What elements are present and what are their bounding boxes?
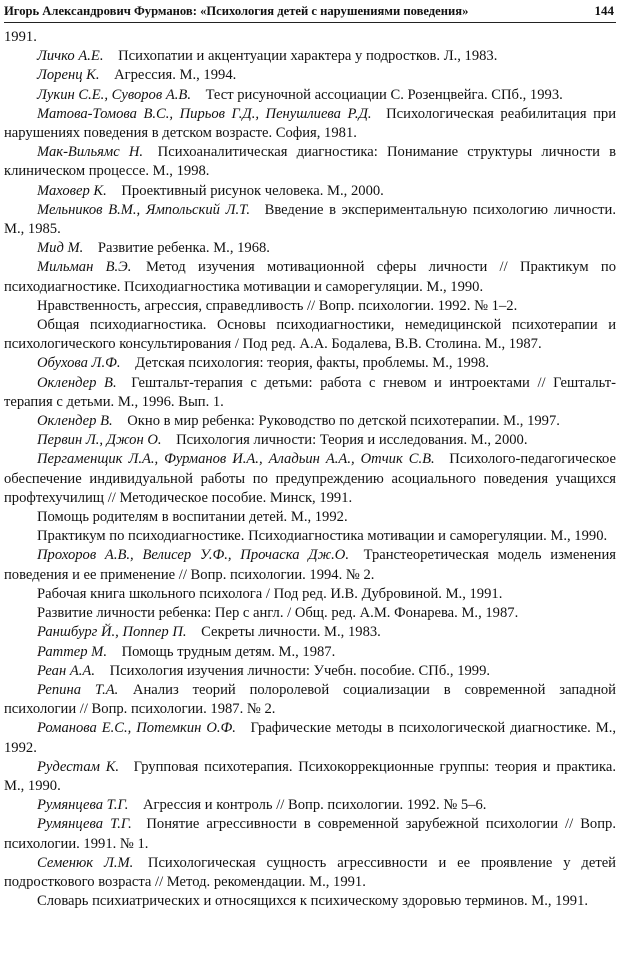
entry-authors: Матова-Томова В.С., Пирьов Г.Д., Пенушлиева Р.Д. (37, 105, 372, 122)
entry-authors: Прохоров А.В., Велисер У.Ф., Прочаска Дж.О. (37, 547, 349, 564)
bibliography-entry (4, 508, 616, 527)
entry-text: Введение в экспериментальную психологию личности. М., 1985. (4, 201, 616, 238)
entry-text: Рабочая книга школьного психолога / Под ред. И.В. Дубровиной. М., 1991. (37, 585, 503, 602)
bibliography-entries (4, 47, 616, 911)
entry-text: Групповая психотерапия. Психокоррекционные группы: теория и практика. М., 1990. (4, 758, 616, 794)
bibliography-entry (4, 892, 616, 911)
bibliography-entry (4, 758, 616, 796)
entry-text: Анализ теорий полоролевой социализации в современной западной психологии // Вопр. психологии. 1987. № 2. (4, 681, 616, 718)
entry-authors: Лукин С.Е., Суворов А.В. (37, 86, 191, 103)
bibliography-entry (4, 239, 616, 258)
entry-authors: Оклендер В. (37, 374, 117, 391)
entry-text: Тест рисуночной ассоциации С. Розенцвейга. СПб., 1993. (205, 86, 563, 103)
entry-authors: Раншбург Й., Поппер П. (37, 624, 187, 641)
bibliography-entry (4, 66, 616, 85)
entry-text: Психолого-педагогическое обеспечение индивидуальной работы по предупреждению асоциального поведения учащихся профтехучилищ // Методическое пособие. Минск, 1991. (4, 451, 616, 506)
entry-text: Детская психология: теория, факты, проблемы. М., 1998. (135, 355, 490, 372)
entry-text: Помощь родителям в воспитании детей. М., 1992. (37, 509, 348, 526)
entry-authors: Оклендер В. (37, 413, 113, 430)
page-header (4, 0, 616, 23)
bibliography-entry (4, 47, 616, 66)
entry-text: Развитие личности ребенка: Пер с англ. / Общ. ред. А.М. Фонарева. М., 1987. (37, 605, 519, 622)
entry-authors: Мак-Вильямс Н. (37, 144, 144, 161)
running-title: Игорь Александрович Фурманов: «Психология детей с нарушениями поведения» (4, 4, 469, 18)
bibliography-entry (4, 604, 616, 623)
entry-authors: Мильман В.Э. (37, 259, 132, 276)
bibliography-entry (4, 143, 616, 181)
bibliography-entry (4, 450, 616, 508)
entry-authors: Обухова Л.Ф. (37, 355, 121, 372)
entry-text: Метод изучения мотивационной сферы личности // Практикум по психодиагностике. Психодиагностика мотивации и саморегуляции. М., 1990. (4, 259, 616, 295)
entry-authors: Лоренц К. (37, 67, 100, 84)
bibliography-entry (4, 258, 616, 296)
bibliography-entry (4, 316, 616, 354)
entry-authors: Румянцева Т.Г. (37, 797, 129, 814)
bibliography-entry (4, 796, 616, 815)
bibliography-entry (4, 662, 616, 681)
bibliography-entry (4, 182, 616, 201)
entry-authors: Румянцева Т.Г. (37, 816, 132, 833)
entry-authors: Репина Т.А. (37, 681, 119, 698)
entry-text: Проективный рисунок человека. М., 2000. (121, 182, 384, 199)
entry-text: Общая психодиагностика. Основы психодиагностики, немедицинской психотерапии и психологического консультирования / Под ред. А.А. Бодалева, В.В. Столина. М., 1987. (4, 317, 616, 353)
entry-authors: Пергаменщик Л.А., Фурманов И.А., Аладьин А.А., Отчик С.В. (37, 451, 435, 468)
page-number: 144 (594, 3, 614, 18)
bibliography-entry (4, 643, 616, 662)
entry-text: Психологическая реабилитация при нарушениях поведения в детском возрасте. София, 1981. (4, 105, 617, 142)
bibliography-entry (4, 354, 616, 373)
entry-text: Окно в мир ребенка: Руководство по детской психотерапии. М., 1997. (127, 413, 560, 430)
entry-authors: Реан А.А. (37, 662, 95, 679)
entry-authors: Семенюк Л.М. (37, 854, 134, 871)
bibliography-entry (4, 527, 616, 546)
entry-text: Психология личности: Теория и исследования. М., 2000. (176, 432, 528, 449)
bibliography-entry (4, 546, 616, 584)
bibliography-list (4, 28, 616, 911)
bibliography-entry (4, 681, 616, 719)
bibliography-entry (4, 412, 616, 431)
entry-text: Нравственность, агрессия, справедливость // Вопр. психологии. 1992. № 1–2. (37, 297, 518, 314)
entry-text: Графические методы в психологической диагностике. М., 1992. (4, 720, 616, 756)
entry-authors: Первин Л., Джон О. (37, 432, 162, 449)
bibliography-entry (4, 623, 616, 642)
entry-text: Психоаналитическая диагностика: Понимание структуры личности в клиническом процессе. М., 1998. (4, 144, 616, 180)
entry-authors: Рудестам К. (37, 758, 120, 775)
bibliography-entry (4, 105, 616, 143)
bibliography-entry (4, 815, 616, 853)
entry-text: Психология изучения личности: Учебн. пособие. СПб., 1999. (109, 662, 491, 679)
entry-text: Транстеоретическая модель изменения поведения и ее применение // Вопр. психологии. 1994. № 2. (4, 547, 616, 583)
entry-text: Агрессия и контроль // Вопр. психологии. 1992. № 5–6. (142, 797, 487, 814)
entry-authors: Раттер М. (37, 643, 107, 660)
bibliography-entry (4, 374, 616, 412)
continued-entry-tail: 1991. (4, 29, 37, 45)
bibliography-entry (4, 585, 616, 604)
bibliography-entry (4, 431, 616, 450)
entry-authors: Мид М. (37, 240, 84, 257)
entry-text: Агрессия. М., 1994. (114, 67, 237, 84)
bibliography-entry (4, 719, 616, 757)
entry-authors: Личко А.Е. (37, 48, 104, 65)
entry-text: Развитие ребенка. М., 1968. (97, 240, 270, 257)
bibliography-entry (4, 86, 616, 105)
bibliography-entry (4, 201, 616, 239)
entry-authors: Маховер К. (37, 182, 107, 199)
entry-text: Гештальт-терапия с детьми: работа с гневом и интроектами // Гештальт-терапия с детьми. М., 1996. Вып. 1. (4, 374, 616, 410)
entry-text: Понятие агрессивности в современной зарубежной психологии // Вопр. психологии. 1991. № 1. (4, 816, 616, 852)
entry-text: Словарь психиатрических и относящихся к психическому здоровью терминов. М., 1991. (37, 893, 589, 910)
entry-authors: Романова Е.С., Потемкин О.Ф. (37, 720, 236, 737)
bibliography-entry (4, 854, 616, 892)
entry-authors: Мельников В.М., Ямпольский Л.Т. (37, 201, 250, 218)
entry-text: Психопатии и акцентуации характера у подростков. Л., 1983. (118, 48, 498, 65)
entry-text: Практикум по психодиагностике. Психодиагностика мотивации и саморегуляции. М., 1990. (37, 528, 608, 545)
entry-text: Психологическая сущность агрессивности и ее проявление у детей подросткового возраста // Метод. рекомендации. М., 1991. (4, 854, 616, 890)
bibliography-entry (4, 297, 616, 316)
entry-text: Секреты личности. М., 1983. (201, 624, 381, 641)
entry-text: Помощь трудным детям. М., 1987. (121, 643, 336, 660)
